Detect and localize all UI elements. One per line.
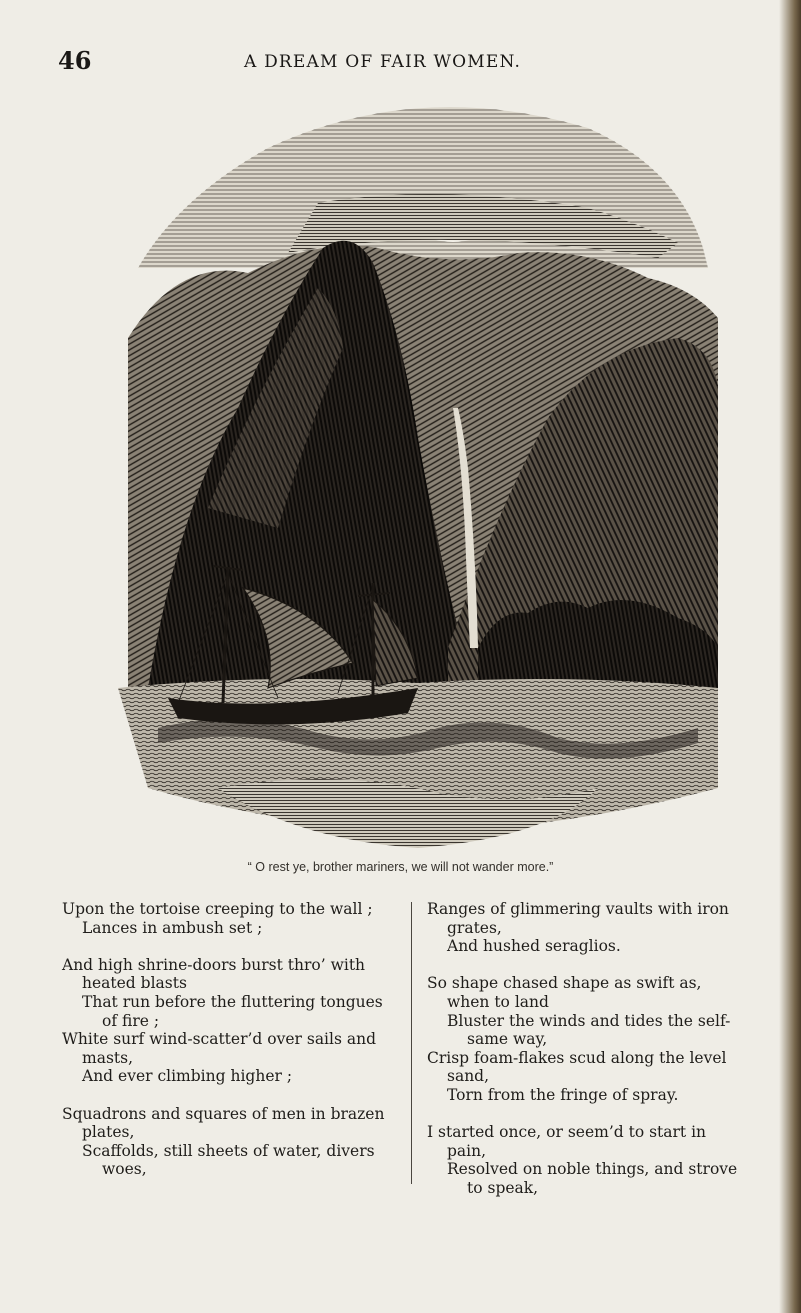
poem-line: And ever climbing higher ; (82, 1067, 293, 1086)
poem-line: And high shrine-doors burst thro’ with heated blasts (62, 955, 366, 993)
poem-line: Lances in ambush set ; (82, 918, 263, 937)
poem-line: So shape chased shape as swift as, when to land (427, 974, 702, 1011)
poem-line: White surf wind-scatter’d over sails and masts, (62, 1030, 377, 1067)
stanza (427, 900, 745, 956)
stanza (427, 1123, 745, 1197)
illustration-caption: “ O rest ye, brother mariners, we will not wander more.” (247, 860, 554, 874)
poem-line: Resolved on noble things, and strove to speak, (447, 1160, 738, 1197)
poem-line: And hushed seraglios. (447, 937, 621, 956)
stanza (62, 900, 402, 937)
poem-line: That run before the fluttering tongues of fire ; (82, 992, 383, 1030)
poem-line: Upon the tortoise creeping to the wall ; (62, 900, 373, 918)
stanza (427, 974, 745, 1104)
page-edge-stain (779, 0, 801, 1313)
poem-line: Torn from the fringe of spray. (447, 1085, 679, 1104)
page-number: 46 (58, 46, 92, 75)
running-title: A DREAM OF FAIR WOMEN. (244, 52, 522, 72)
poem-line: Squadrons and squares of men in brazen plates, (62, 1104, 385, 1142)
poem-column-left (62, 900, 402, 1198)
poem-line: Scaffolds, still sheets of water, divers woes, (82, 1141, 375, 1179)
poem-column-right (427, 900, 745, 1216)
stanza (62, 956, 402, 1086)
stanza (62, 1105, 402, 1179)
column-divider (411, 902, 412, 1184)
poem-line: I started once, or seem’d to start in pain, (427, 1123, 707, 1160)
poem-line: Ranges of glimmering vaults with iron grates, (427, 900, 729, 937)
poem-line: Bluster the winds and tides the self-same way, (447, 1011, 731, 1049)
poem-line: Crisp foam-flakes scud along the level sand, (427, 1048, 727, 1086)
engraving-illustration (118, 88, 718, 860)
